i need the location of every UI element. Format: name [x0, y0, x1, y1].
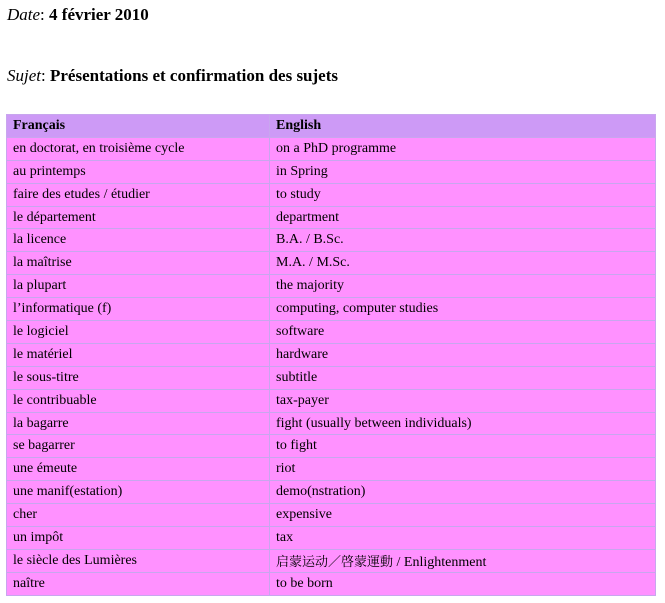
table-row: [7, 161, 655, 183]
french-cell: le siècle des Lumières: [7, 550, 269, 572]
table-row: [7, 367, 655, 389]
french-cell: la maîtrise: [7, 252, 269, 274]
english-cell: to be born: [270, 573, 655, 595]
english-cell: demo(nstration): [270, 481, 655, 503]
table-row: [7, 138, 655, 160]
french-cell: faire des etudes / étudier: [7, 184, 269, 206]
table-row: [7, 435, 655, 457]
french-cell: le département: [7, 207, 269, 229]
english-cell: in Spring: [270, 161, 655, 183]
french-cell: au printemps: [7, 161, 269, 183]
english-cjk-text: 启蒙运动／啓蒙運動: [276, 554, 394, 570]
french-cell: se bagarrer: [7, 435, 269, 457]
english-cell: fight (usually between individuals): [270, 413, 655, 435]
english-cell: to fight: [270, 435, 655, 457]
table-row: [7, 390, 655, 412]
english-cell: hardware: [270, 344, 655, 366]
french-cell: la licence: [7, 229, 269, 251]
english-cell: software: [270, 321, 655, 343]
french-cell: le matériel: [7, 344, 269, 366]
french-cell: en doctorat, en troisième cycle: [7, 138, 269, 160]
column-header-english: English: [270, 115, 655, 137]
french-cell: un impôt: [7, 527, 269, 549]
french-cell: une manif(estation): [7, 481, 269, 503]
table-row: [7, 298, 655, 320]
table-row: [7, 252, 655, 274]
subject-line: Sujet: Présentations et confirmation des sujets: [7, 66, 338, 85]
english-cell: computing, computer studies: [270, 298, 655, 320]
table-row: [7, 207, 655, 229]
english-cell: B.A. / B.Sc.: [270, 229, 655, 251]
french-cell: l’informatique (f): [7, 298, 269, 320]
french-cell: une émeute: [7, 458, 269, 480]
french-cell: la plupart: [7, 275, 269, 297]
date-line: Date: 4 février 2010: [7, 5, 149, 24]
french-cell: le contribuable: [7, 390, 269, 412]
french-cell: naître: [7, 573, 269, 595]
vocabulary-table: [6, 114, 656, 596]
table-row: [7, 550, 655, 572]
subject-label: Sujet: [7, 66, 41, 85]
french-cell: la bagarre: [7, 413, 269, 435]
english-cell: M.A. / M.Sc.: [270, 252, 655, 274]
date-label: Date: [7, 5, 41, 24]
french-cell: cher: [7, 504, 269, 526]
english-cell: on a PhD programme: [270, 138, 655, 160]
table-row: [7, 184, 655, 206]
english-cell: tax: [270, 527, 655, 549]
english-cell: riot: [270, 458, 655, 480]
table-row: [7, 344, 655, 366]
english-cell: the majority: [270, 275, 655, 297]
table-row: [7, 321, 655, 343]
english-cell: subtitle: [270, 367, 655, 389]
english-cell: tax-payer: [270, 390, 655, 412]
table-row: [7, 527, 655, 549]
column-header-french: Français: [7, 115, 269, 137]
table-row: [7, 275, 655, 297]
table-row: [7, 481, 655, 503]
english-text: / Enlightenment: [393, 554, 487, 570]
english-cell: expensive: [270, 504, 655, 526]
date-value: 4 février 2010: [49, 5, 149, 24]
table-row: [7, 573, 655, 595]
table-row: [7, 458, 655, 480]
english-cell: department: [270, 207, 655, 229]
table-row: [7, 504, 655, 526]
english-cell: [270, 550, 655, 572]
french-cell: le logiciel: [7, 321, 269, 343]
table-row: [7, 229, 655, 251]
french-cell: le sous-titre: [7, 367, 269, 389]
table-row: [7, 413, 655, 435]
english-cell: to study: [270, 184, 655, 206]
subject-value: Présentations et confirmation des sujets: [49, 66, 338, 85]
table-header-row: [7, 115, 655, 137]
